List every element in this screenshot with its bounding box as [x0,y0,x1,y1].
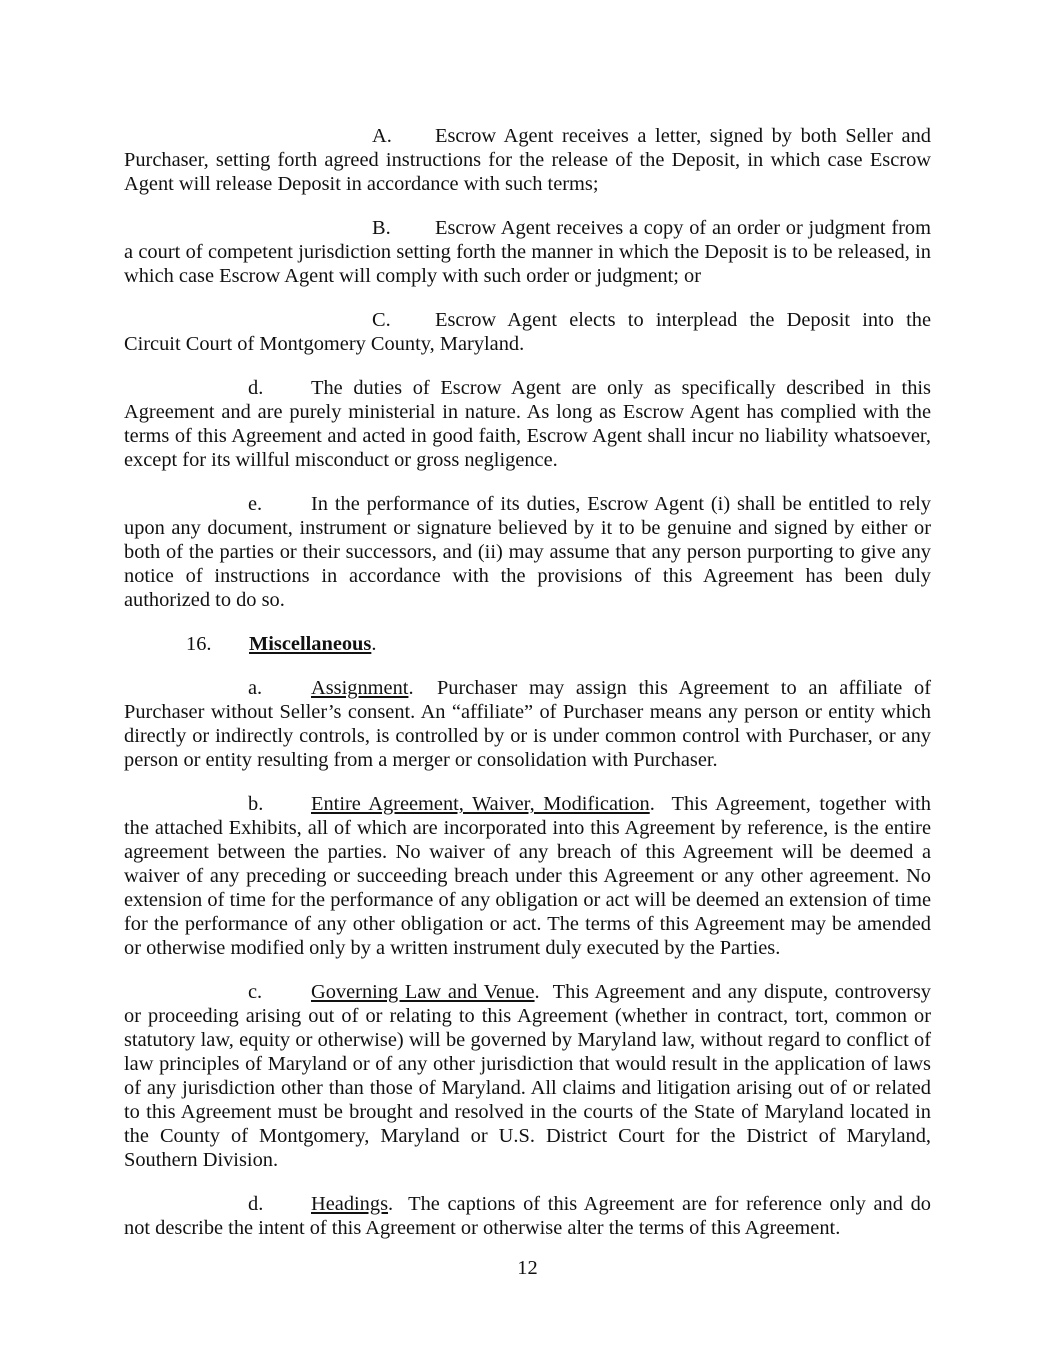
paragraph-text: Escrow Agent elects to interplead the Deposit into the Circuit Court of Montgomery County, Maryland. [124,309,931,355]
paragraph-label: d. [248,1193,264,1215]
paragraph-c-governing-law [124,980,931,1172]
paragraph-label: a. [248,677,263,699]
paragraph-text: This Agreement and any dispute, controversy or proceeding arising out of or relating to this Agreement (whether in contract, tort, common or statutory law, equity or otherwise) will be governed by Maryland law, without regard to conflict of law principles of Maryland or of any other jurisdiction that would result in the application of laws of any jurisdiction other than those of Maryland. All claims and litigation arising out of or related to this Agreement must be brought and resolved in the courts of the State of Maryland located in the County of Montgomery, Maryland or U.S. District Court for the District of Maryland, Southern Division. [124,981,931,1171]
paragraph-c-interplead [124,308,931,356]
paragraph-heading: Entire Agreement, Waiver, Modification [311,793,650,815]
paragraph-text: Escrow Agent receives a copy of an order or judgment from a court of competent jurisdiction setting forth the manner in which the Deposit is to be released, in which case Escrow Agent will comply with such order or judgment; or [124,217,931,287]
document-page [124,124,931,1260]
paragraph-heading: Assignment [311,677,409,699]
section-16-heading [124,632,931,656]
paragraph-label: e. [248,493,263,515]
paragraph-heading: Governing Law and Venue [311,981,535,1003]
heading-period: . [534,981,553,1003]
paragraph-heading: Headings [311,1193,389,1215]
paragraph-text: The duties of Escrow Agent are only as specifically described in this Agreement and are purely ministerial in nature. As long as Escrow Agent has complied with the terms of this Agreement and acted in good faith, Escrow Agent shall incur no liability whatsoever, except for its willful misconduct or gross negligence. [124,377,931,471]
paragraph-text: In the performance of its duties, Escrow Agent (i) shall be entitled to rely upon any document, instrument or signature believed by it to be genuine and signed by either or both of the parties or their successors, and (ii) may assume that any person purporting to give any notice of instructions in accordance with the provisions of this Agreement has been duly authorized to do so. [124,493,931,611]
section-title-period: . [371,633,377,655]
section-number: 16. [186,633,212,655]
paragraph-text: Escrow Agent receives a letter, signed by both Seller and Purchaser, setting forth agreed instructions for the release of the Deposit, in which case Escrow Agent will release Deposit in accordance with such terms; [124,125,931,195]
paragraph-text: Purchaser may assign this Agreement to an affiliate of Purchaser without Seller’s consent. An “affiliate” of Purchaser means any person or entity which directly or indirectly controls, is controlled by or is under common control with Purchaser, or any person or entity resulting from a merger or consolidation with Purchaser. [124,677,932,771]
paragraph-text: The captions of this Agreement are for reference only and do not describe the intent of this Agreement or otherwise alter the terms of this Agreement. [124,1193,931,1239]
paragraph-d-duties [124,376,931,472]
heading-period: . [408,677,437,699]
heading-period: . [388,1193,409,1215]
paragraph-b-court-order [124,216,931,288]
paragraph-label: B. [372,217,391,239]
section-title: Miscellaneous [249,633,372,655]
paragraph-label: c. [248,981,263,1003]
paragraph-d-headings [124,1192,931,1240]
page-number: 12 [517,1257,538,1279]
paragraph-b-entire-agreement [124,792,931,960]
paragraph-text: This Agreement, together with the attached Exhibits, all of which are incorporated into this Agreement by reference, is the entire agreement between the parties. No waiver of any breach of this Agreement will be deemed a waiver of any preceding or succeeding breach under this Agreement or any other agreement. No extension of time for the performance of any obligation or act will be deemed an extension of time for the performance of any other obligation or act. The terms of this Agreement may be amended or otherwise modified only by a written instrument duly executed by the Parties. [124,793,931,959]
paragraph-label: b. [248,793,264,815]
paragraph-e-reliance [124,492,931,612]
heading-period: . [649,793,672,815]
paragraph-label: d. [248,377,264,399]
paragraph-label: C. [372,309,391,331]
paragraph-label: A. [372,125,392,147]
paragraph-a-assignment [124,676,931,772]
paragraph-a-release-by-letter [124,124,931,196]
